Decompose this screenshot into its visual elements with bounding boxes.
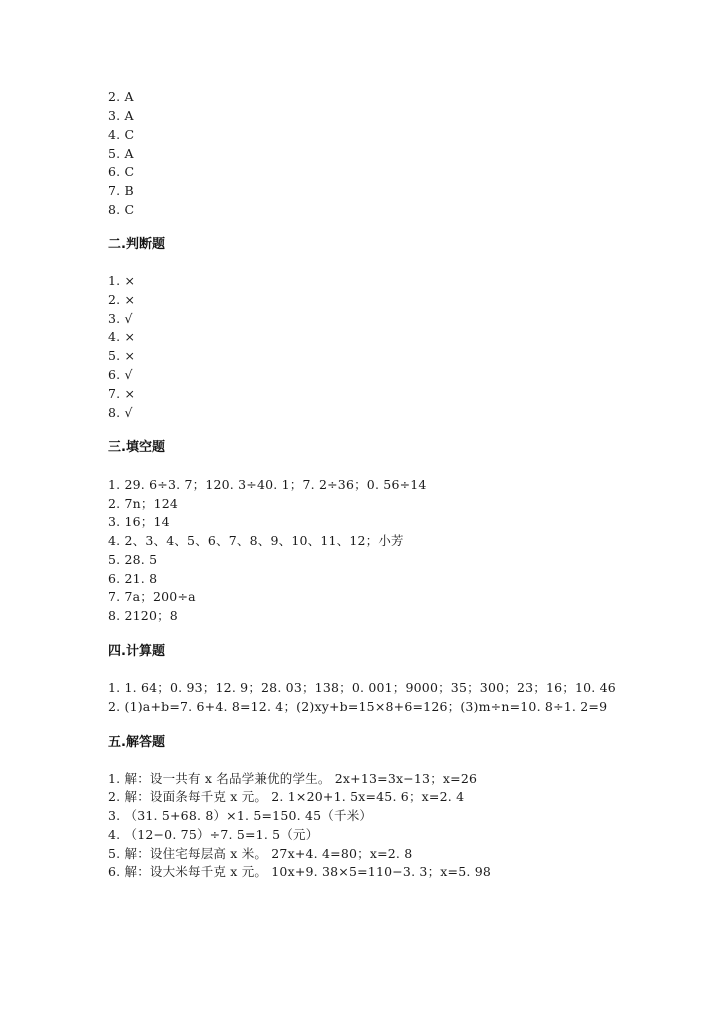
list-item: 7. B xyxy=(108,183,134,198)
list-item: 5. 28. 5 xyxy=(108,552,158,567)
list-item: 2. (1)a+b=7. 6+4. 8=12. 4；(2)xy+b=15×8+6=126；(3)m÷n=10. 8÷1. 2=9 xyxy=(108,699,608,714)
list-item: 5. × xyxy=(108,348,136,363)
list-item: 2. A xyxy=(108,89,134,104)
list-item: 4. C xyxy=(108,127,135,142)
list-item: 6. 解：设大米每千克 x 元。 10x+9. 38×5=110−3. 3；x=5. 98 xyxy=(108,864,492,879)
list-item: 1. 29. 6÷3. 7；120. 3÷40. 1；7. 2÷36；0. 56÷14 xyxy=(108,477,427,492)
section-heading-fill-blank: 三.填空题 xyxy=(108,440,165,455)
list-item: 5. 解：设住宅每层高 x 米。 27x+4. 4=80；x=2. 8 xyxy=(108,846,413,861)
list-item: 2. 解：设面条每千克 x 元。 2. 1×20+1. 5x=45. 6；x=2. 4 xyxy=(108,789,465,804)
list-item: 2. 7n；124 xyxy=(108,496,179,511)
list-item: 8. C xyxy=(108,202,135,217)
list-item: 8. 2120；8 xyxy=(108,608,178,623)
list-item: 3. （31. 5+68. 8）×1. 5=150. 45（千米） xyxy=(108,808,373,823)
list-item: 6. 21. 8 xyxy=(108,571,158,586)
list-item: 3. 16；14 xyxy=(108,514,170,529)
list-item: 2. × xyxy=(108,292,136,307)
list-item: 5. A xyxy=(108,146,134,161)
list-item: 8. √ xyxy=(108,405,133,420)
list-item: 6. C xyxy=(108,164,135,179)
list-item: 4. × xyxy=(108,329,136,344)
list-item: 4. （12−0. 75）÷7. 5=1. 5（元） xyxy=(108,827,319,842)
list-item: 6. √ xyxy=(108,367,133,382)
list-item: 7. × xyxy=(108,386,136,401)
list-item: 1. × xyxy=(108,273,136,288)
section-heading-judgement: 二.判断题 xyxy=(108,237,165,252)
list-item: 3. A xyxy=(108,108,134,123)
section-heading-calculation: 四.计算题 xyxy=(108,644,165,659)
section-heading-word-problems: 五.解答题 xyxy=(108,735,165,750)
list-item: 4. 2、3、4、5、6、7、8、9、10、11、12；小芳 xyxy=(108,533,404,548)
list-item: 1. 解：设一共有 x 名品学兼优的学生。 2x+13=3x−13；x=26 xyxy=(108,771,478,786)
list-item: 7. 7a；200÷a xyxy=(108,589,196,604)
list-item: 3. √ xyxy=(108,311,133,326)
list-item: 1. 1. 64；0. 93；12. 9；28. 03；138；0. 001；9000；35；300；23；16；10. 46 xyxy=(108,680,616,695)
